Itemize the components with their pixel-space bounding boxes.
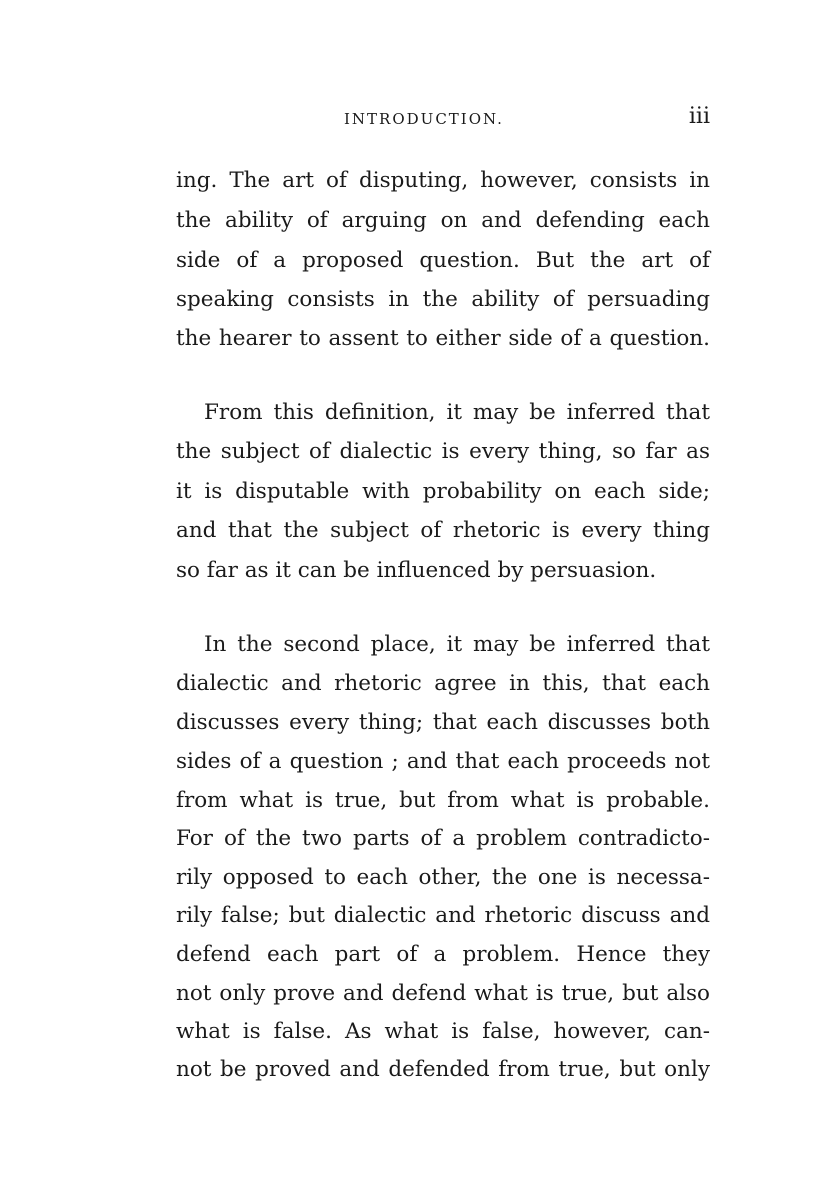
text-line: In the second place, it may be inferred that — [204, 632, 710, 657]
text-line: rily false; but dialectic and rhetoric discuss and — [176, 903, 710, 928]
text-line: not be proved and defended from true, but only — [176, 1057, 710, 1082]
text-line: defend each part of a problem. Hence they — [176, 942, 710, 967]
text-line: For of the two parts of a problem contradicto- — [176, 826, 710, 851]
text-line: From this definition, it may be inferred that — [204, 400, 710, 425]
text-line: and that the subject of rhetoric is every thing — [176, 518, 710, 543]
text-line: not only prove and defend what is true, but also — [176, 981, 710, 1006]
text-line: discusses every thing; that each discusses both — [176, 710, 710, 735]
text-line: the hearer to assent to either side of a question. — [176, 326, 710, 351]
text-line: speaking consists in the ability of persuading — [176, 287, 710, 312]
text-line: ing. The art of disputing, however, consists in — [176, 168, 710, 193]
text-line: from what is true, but from what is probable. — [176, 788, 710, 813]
text-line: it is disputable with probability on each side; — [176, 479, 710, 504]
running-head — [176, 104, 710, 140]
running-title: INTRODUCTION. — [344, 110, 504, 128]
page-number: iii — [688, 104, 710, 129]
text-line: rily opposed to each other, the one is necessa- — [176, 865, 710, 890]
text-line: so far as it can be influenced by persuasion. — [176, 558, 657, 583]
text-line: side of a proposed question. But the art of — [176, 248, 710, 273]
text-line: the subject of dialectic is every thing, so far as — [176, 439, 710, 464]
text-line: sides of a question ; and that each proceeds not — [176, 749, 710, 774]
text-line: the ability of arguing on and defending each — [176, 208, 710, 233]
text-line: dialectic and rhetoric agree in this, that each — [176, 671, 710, 696]
text-line: what is false. As what is false, however, can- — [176, 1019, 710, 1044]
